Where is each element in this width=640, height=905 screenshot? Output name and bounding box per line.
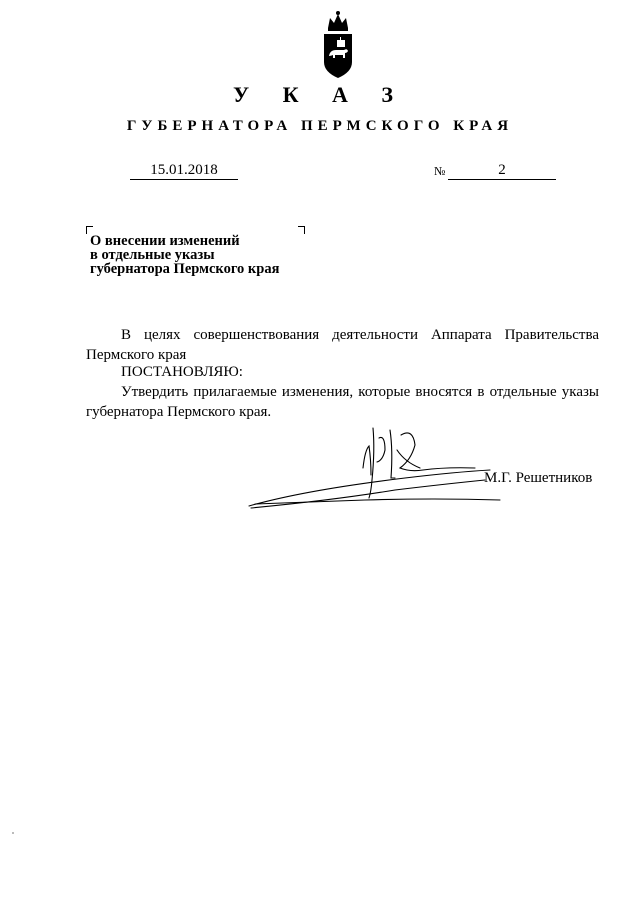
- number-label: №: [434, 164, 446, 178]
- perm-krai-coat-of-arms-icon: [320, 10, 356, 80]
- document-subtitle: ГУБЕРНАТОРА ПЕРМСКОГО КРАЯ: [126, 118, 514, 134]
- document-number: 2: [448, 161, 556, 180]
- document-title: У К А З: [232, 82, 408, 107]
- scan-speck: [12, 832, 14, 834]
- handwritten-signature-icon: [245, 420, 505, 515]
- subject-corner-right: [298, 226, 305, 234]
- document-date: 15.01.2018: [130, 161, 238, 180]
- subject-line: губернатора Пермского края: [90, 261, 280, 277]
- subject-line: в отдельные указы: [90, 247, 215, 263]
- signer-name: М.Г. Решетников: [484, 470, 593, 486]
- body-paragraph-1: В целях совершенствования деятельности Аппарата Правительства Пермского края: [86, 327, 599, 363]
- decree-word: ПОСТАНОВЛЯЮ:: [121, 364, 243, 380]
- body-paragraph-2: Утвердить прилагаемые изменения, которые вносятся в отдельные указы губернатора Пермского края.: [86, 384, 599, 420]
- document-subject: [90, 234, 330, 276]
- subject-line: О внесении изменений: [90, 233, 240, 249]
